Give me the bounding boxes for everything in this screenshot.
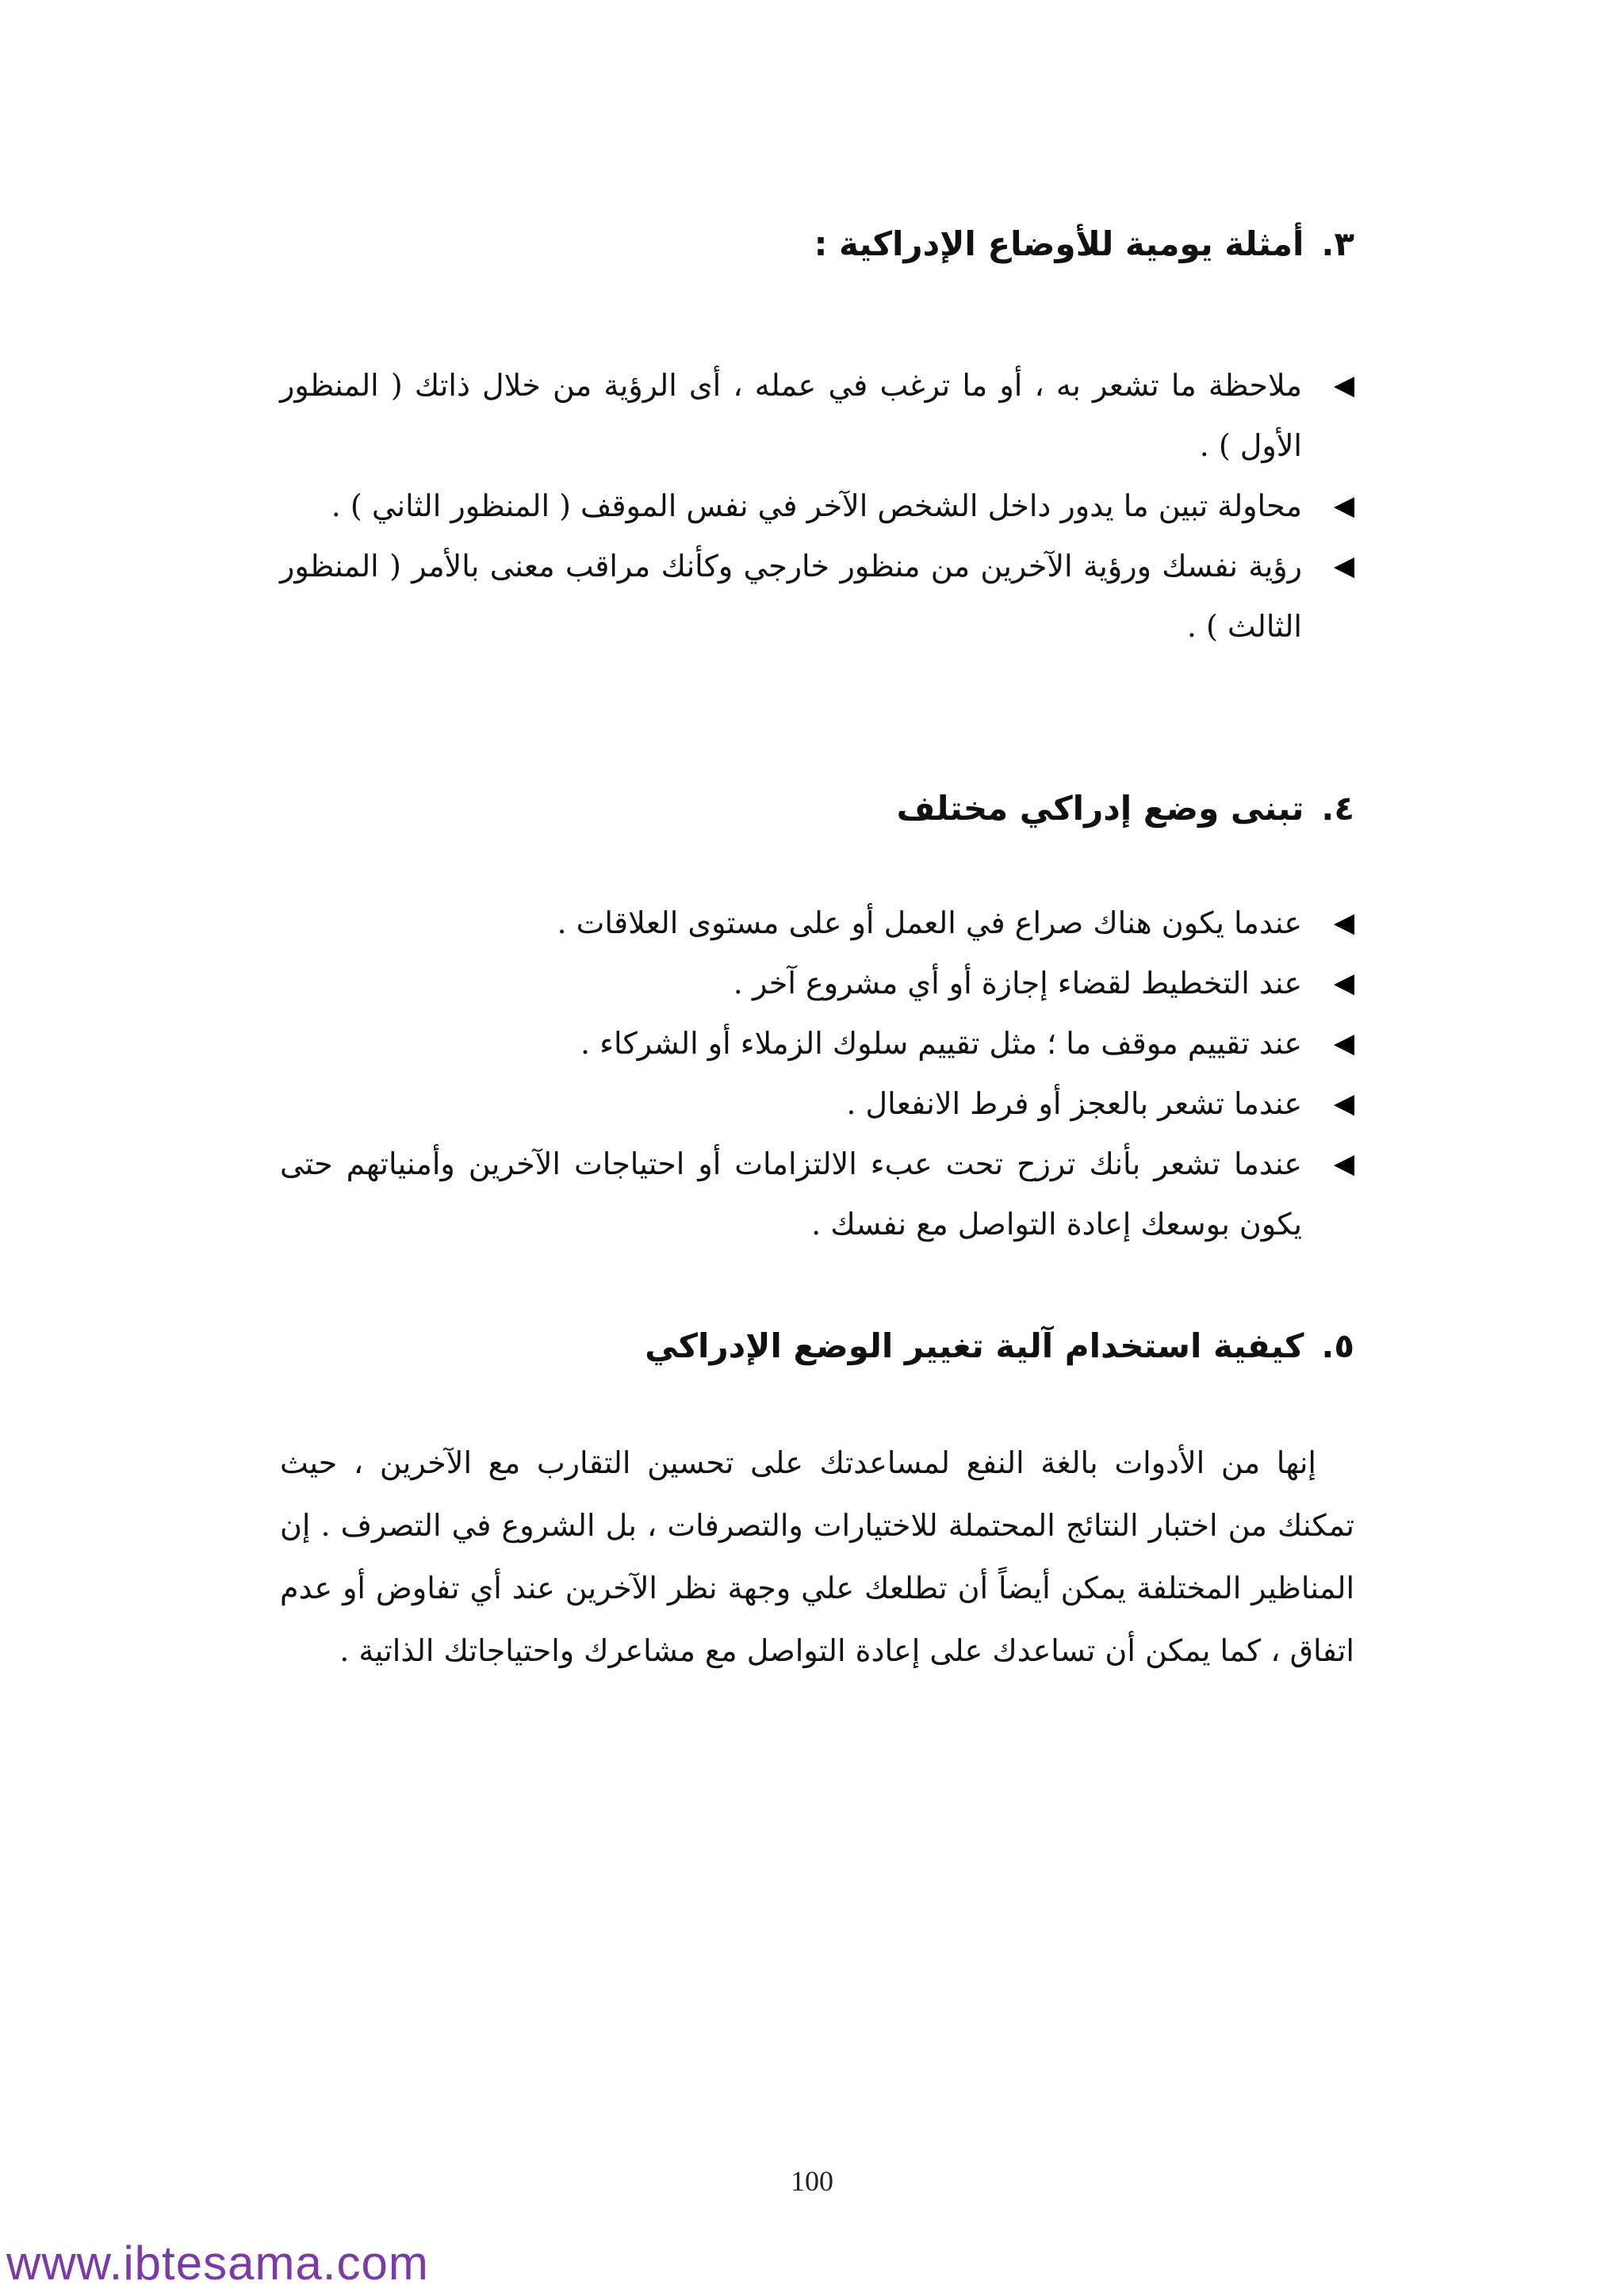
left-pointing-triangle-icon: ◀ (1333, 550, 1354, 582)
left-pointing-triangle-icon: ◀ (1333, 967, 1354, 999)
section-3-list-container (280, 355, 1354, 656)
section-4-heading (280, 785, 1354, 832)
section-3-title: أمثلة يومية للأوضاع الإدراكية : (814, 224, 1304, 263)
left-pointing-triangle-icon: ◀ (1333, 1148, 1354, 1180)
list-item-text: عندما تشعر بأنك ترزح تحت عبء الالتزامات أو احتياجات الآخرين وأمنياتهم حتى يكون بوسعك إعادة التواصل مع نفسك . (280, 1146, 1302, 1242)
list-item (280, 1134, 1354, 1254)
list-item-text: رؤية نفسك ورؤية الآخرين من منظور خارجي وكأنك مراقب معنى بالأمر ( المنظور الثالث ) . (280, 549, 1302, 644)
left-pointing-triangle-icon: ◀ (1333, 369, 1354, 401)
section-4-list-container (280, 893, 1354, 1254)
section-5-heading (280, 1322, 1354, 1370)
left-pointing-triangle-icon: ◀ (1333, 1088, 1354, 1119)
section-3 (280, 220, 1354, 268)
list-item-text: عندما تشعر بالعجز أو فرط الانفعال . (846, 1086, 1302, 1121)
list-item (280, 1073, 1354, 1134)
section-4-list (280, 893, 1354, 1254)
section-5-title: كيفية استخدام آلية تغيير الوضع الإدراكي (645, 1326, 1304, 1365)
left-pointing-triangle-icon: ◀ (1333, 1027, 1354, 1059)
list-item-text: محاولة تبين ما يدور داخل الشخص الآخر في نفس الموقف ( المنظور الثاني ) . (331, 488, 1302, 523)
section-4-title: تبنى وضع إدراكي مختلف (896, 789, 1304, 828)
list-item-text: عندما يكون هناك صراع في العمل أو على مستوى العلاقات . (557, 905, 1302, 940)
section-5-paragraph: إنها من الأدوات بالغة النفع لمساعدتك على تحسين التقارب مع الآخرين ، حيث تمكنك من اختبار النتائج المحتملة للاختيارات والتصرفات ، بل الشروع في التصرف . إن المناظير المختلفة يمكن أيضاً أن تطلعك علي وجهة نظر الآخرين عند أي تفاوض أو عدم اتفاق ، كما يمكن أن تساعدك على إعادة التواصل مع مشاعرك واحتياجاتك الذاتية . (280, 1445, 1354, 1668)
section-4 (280, 785, 1354, 832)
section-3-number: ٣. (1321, 224, 1354, 263)
section-5-number: ٥. (1321, 1326, 1354, 1365)
section-5-body (280, 1432, 1354, 1682)
list-item-text: عند التخطيط لقضاء إجازة أو أي مشروع آخر . (733, 966, 1302, 1001)
section-3-list (280, 355, 1354, 656)
left-pointing-triangle-icon: ◀ (1333, 490, 1354, 522)
list-item (280, 953, 1354, 1013)
list-item-text: عند تقييم موقف ما ؛ مثل تقييم سلوك الزملاء أو الشركاء . (580, 1026, 1302, 1061)
list-item (280, 355, 1354, 476)
watermark-link: www.ibtesama.com (6, 2237, 429, 2290)
list-item (280, 893, 1354, 953)
section-5 (280, 1322, 1354, 1370)
list-item (280, 536, 1354, 656)
list-item-text: ملاحظة ما تشعر به ، أو ما ترغب في عمله ، أى الرؤية من خلال ذاتك ( المنظور الأول ) . (280, 368, 1302, 463)
list-item (280, 1013, 1354, 1073)
list-item (280, 476, 1354, 536)
left-pointing-triangle-icon: ◀ (1333, 907, 1354, 939)
section-4-number: ٤. (1321, 789, 1354, 828)
section-3-heading (280, 220, 1354, 268)
page-number: 100 (791, 2165, 833, 2197)
